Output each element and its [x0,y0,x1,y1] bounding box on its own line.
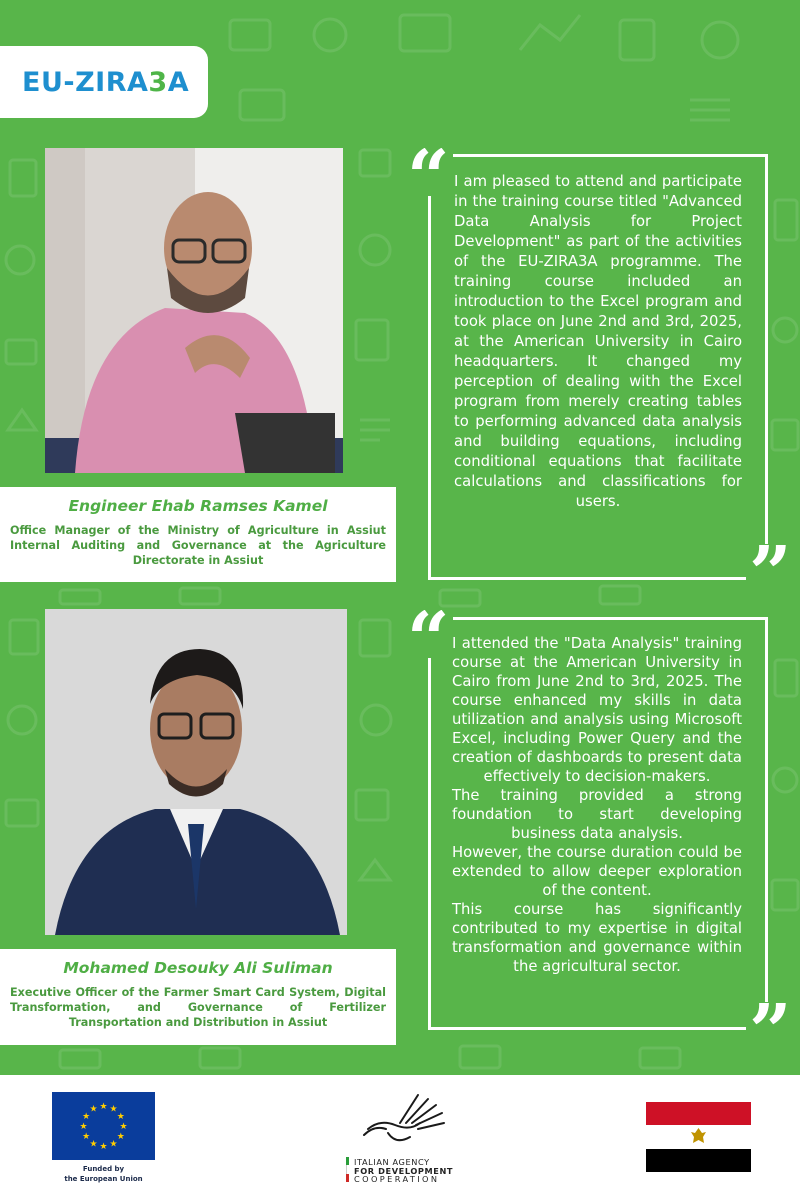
svg-text:★: ★ [89,1139,98,1150]
namecard-ehab [0,487,396,582]
svg-text:★: ★ [89,1104,98,1115]
svg-text:★: ★ [99,1142,108,1152]
eu-flag-icon [52,1092,155,1160]
close-quote-icon: ” [746,1002,795,1050]
svg-text:★: ★ [79,1122,88,1132]
person-name: Engineer Ehab Ramses Kamel [68,497,328,515]
aics-color-bar [346,1157,349,1182]
person-title: Executive Officer of the Farmer Smart Card System, Digital Transformation, and Governance of Fertilizer Transportation and Distribution in Assiut [10,986,386,1029]
svg-text:★: ★ [109,1104,118,1115]
brand-logo: EU-ZIRA3A [22,66,190,98]
egypt-flag-icon [646,1102,751,1172]
svg-text:★: ★ [119,1122,128,1132]
footer [0,1075,800,1200]
photo-mohamed-desouky-ali-suliman [45,609,347,935]
open-quote-icon: “ [404,610,453,658]
open-quote-icon: “ [404,148,453,196]
brand-logo-box [0,46,208,118]
person-name: Mohamed Desouky Ali Suliman [63,959,333,977]
quote-paragraph: This course has significantly contributed to my expertise in digital transformation and governance within the agricultural sector. [452,901,742,975]
quote-paragraph: However, the course duration could be extended to allow deeper exploration of the content. [452,844,742,899]
aics-logo-text: ITALIAN AGENCY FOR DEVELOPMENT COOPERATION [354,1157,454,1185]
photo-ehab-ramses-kamel [45,148,343,473]
svg-text:★: ★ [116,1112,125,1122]
svg-text:★: ★ [99,1102,108,1112]
namecard-mohamed [0,949,396,1045]
eu-funded-caption: Funded by the European Union [64,1165,143,1183]
quote-paragraph: I attended the "Data Analysis" training course at the American University in Cairo from June 2nd to 3rd, 2025. The course enhanced my skills in data utilization and analysis using Microsoft Excel, including Power Query and the creation of dashboards to present data effectively to decision-makers. [452,635,742,785]
quote-paragraph: The training provided a strong foundation to start developing business data analysis. [452,787,742,842]
svg-text:★: ★ [116,1132,125,1142]
testimonial-quote-1: I am pleased to attend and participate in the training course titled "Advanced Data Analysis for Project Development" as part of the activities of the EU-ZIRA3A programme. The training course included an introduction to the Excel program and took place on June 2nd and 3rd, 2025, at the American University in Cairo headquarters. It changed my perception of dealing with the Excel program from merely creating tables to performing advanced data analysis and building equations, including conditional equations that facilitate calculations and classifications for users. [454,173,742,510]
svg-text:★: ★ [82,1132,91,1142]
svg-text:★: ★ [82,1112,91,1122]
close-quote-icon: ” [746,544,795,592]
person-title: Office Manager of the Ministry of Agriculture in Assiut Internal Auditing and Governance at the Agriculture Directorate in Assiut [10,524,386,567]
testimonial-quote-2 [452,634,742,976]
svg-text:★: ★ [109,1139,118,1150]
